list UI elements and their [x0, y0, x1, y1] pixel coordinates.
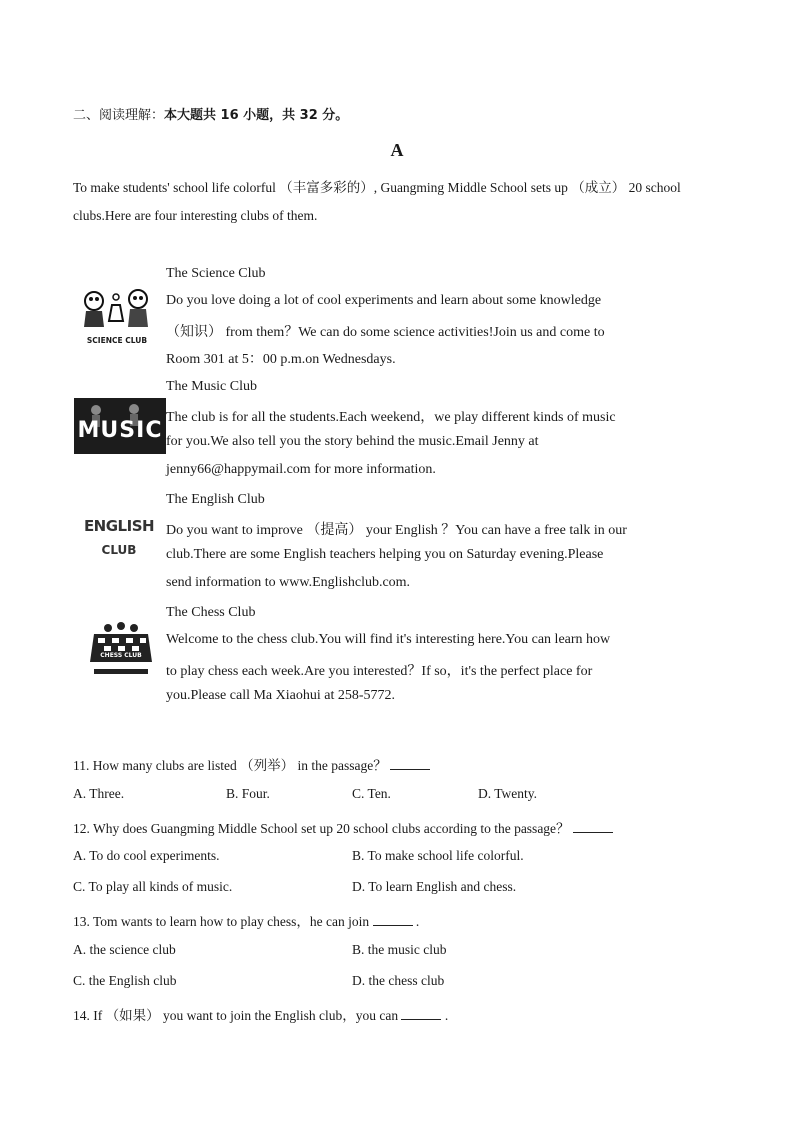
music-club-logo: [74, 398, 166, 454]
english-logo-bottom: CLUB: [101, 543, 137, 557]
english-club-line-1: Do you want to improve （提高） your English ？You can have a free talk in our: [166, 523, 627, 538]
english-logo-top: ENGLISH: [83, 517, 155, 535]
music-club-title: The Music Club: [166, 379, 257, 394]
science-club-line-1: Do you love doing a lot of cool experiments and learn about some knowledge: [166, 293, 602, 308]
chess-club-line-2: to play chess each week.Are you interested？If so，it's the perfect place for: [166, 664, 593, 679]
passage-letter: A: [390, 140, 404, 160]
q12-option-a[interactable]: A. To do cool experiments.: [73, 848, 220, 863]
q11-option-c[interactable]: C. Ten.: [352, 786, 391, 801]
music-club-line-1: The club is for all the students.Each weekend，we play different kinds of music: [166, 410, 616, 425]
english-club-title: The English Club: [166, 492, 265, 507]
music-club-line-3: jenny66@happymail.com for more information.: [166, 462, 436, 477]
science-club-line-2: （知识） from them？We can do some science activities!Join us and come to: [166, 325, 605, 340]
intro-line-2: clubs.Here are four interesting clubs of them.: [73, 208, 318, 223]
q13-option-d[interactable]: D. the chess club: [352, 973, 445, 988]
science-club-title: The Science Club: [166, 266, 266, 281]
english-club-logo: [76, 511, 162, 567]
q12-option-b[interactable]: B. To make school life colorful.: [352, 848, 524, 863]
science-club-logo: [76, 287, 158, 347]
question-13-end: .: [415, 914, 420, 929]
section-detail: 本大题共 16 小题，共 32 分。: [164, 108, 349, 123]
question-13-stem: 13. Tom wants to learn how to play chess，he can join: [73, 914, 370, 929]
q12-option-d[interactable]: D. To learn English and chess.: [352, 879, 517, 894]
question-12: [73, 817, 613, 837]
chess-club-line-3: you.Please call Ma Xiaohui at 258-5772.: [166, 688, 396, 703]
english-club-line-3: send information to www.Englishclub.com.: [166, 575, 411, 590]
answer-blank-13[interactable]: [373, 913, 413, 926]
q11-option-b[interactable]: B. Four.: [226, 786, 270, 801]
q13-option-b[interactable]: B. the music club: [352, 942, 447, 957]
question-14: [73, 1004, 448, 1024]
answer-blank-11[interactable]: [390, 757, 430, 770]
answer-blank-14[interactable]: [401, 1007, 441, 1020]
question-11-stem: 11. How many clubs are listed （列举） in the passage？: [73, 758, 387, 773]
q12-option-c[interactable]: C. To play all kinds of music.: [73, 879, 233, 894]
music-logo-text: MUSIC: [77, 418, 163, 443]
question-13: [73, 910, 419, 930]
question-12-stem: 12. Why does Guangming Middle School set up 20 school clubs according to the passage？: [73, 821, 570, 836]
answer-blank-12[interactable]: [573, 820, 613, 833]
question-14-end: .: [444, 1008, 449, 1023]
chess-club-logo: [86, 622, 156, 680]
section-prefix: 二、阅读理解：: [73, 108, 165, 123]
q11-option-a[interactable]: A. Three.: [73, 786, 125, 801]
section-heading: [73, 104, 348, 123]
q13-option-a[interactable]: A. the science club: [73, 942, 176, 957]
chess-club-line-1: Welcome to the chess club.You will find it's interesting here.You can learn how: [166, 632, 611, 647]
chess-club-title: The Chess Club: [166, 605, 256, 620]
science-club-line-3: Room 301 at 5：00 p.m.on Wednesdays.: [166, 352, 396, 367]
intro-line-1: To make students' school life colorful （丰富多彩的）, Guangming Middle School sets up （成立） 20 school: [73, 180, 681, 195]
music-club-line-2: for you.We also tell you the story behind the music.Email Jenny at: [166, 434, 539, 449]
english-club-line-2: club.There are some English teachers helping you on Saturday evening.Please: [166, 547, 604, 562]
chess-logo-text: CHESS CLUB: [100, 652, 142, 659]
science-logo-text: SCIENCE CLUB: [86, 336, 148, 345]
q11-option-d[interactable]: D. Twenty.: [478, 786, 538, 801]
question-11: [73, 754, 430, 774]
q13-option-c[interactable]: C. the English club: [73, 973, 177, 988]
question-14-stem: 14. If （如果） you want to join the English club，you can: [73, 1008, 399, 1023]
